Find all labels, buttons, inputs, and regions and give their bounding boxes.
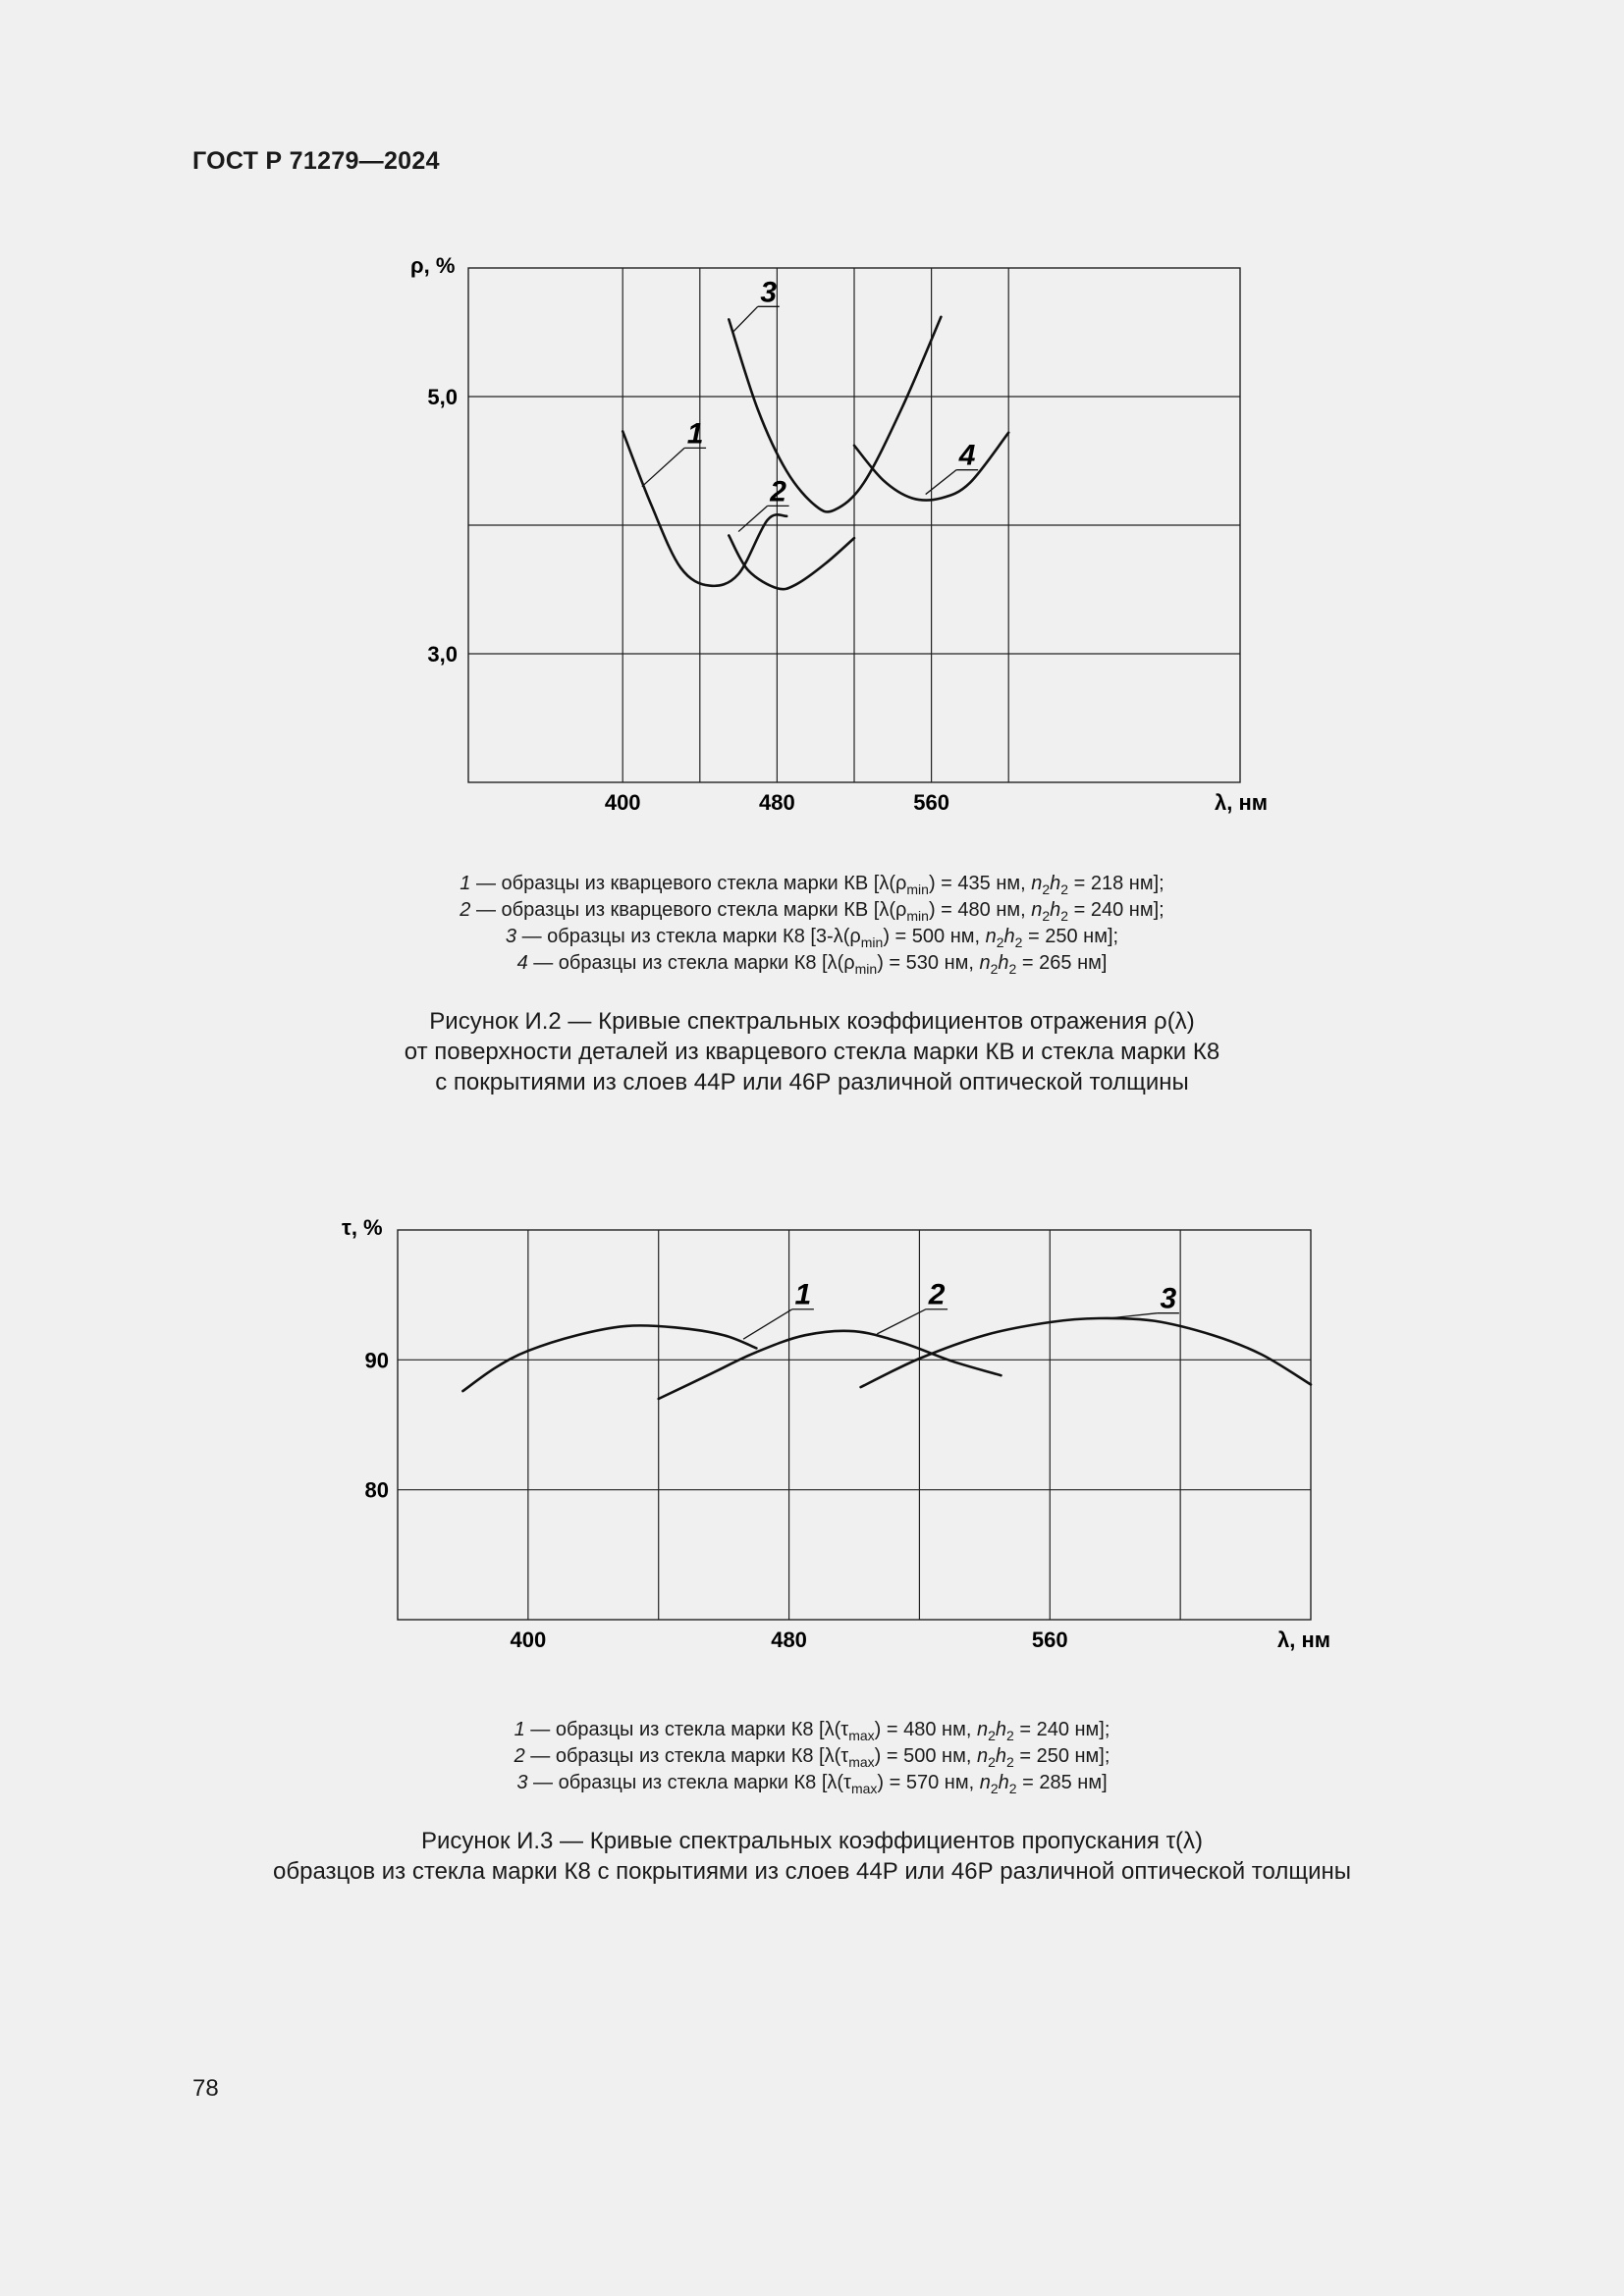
legend-number: 3 bbox=[505, 926, 517, 947]
legend-number: 1 bbox=[514, 1719, 525, 1740]
caption-line: с покрытиями из слоев 44Р или 46Р различной оптической толщины bbox=[435, 1069, 1189, 1095]
legend-number: 2 bbox=[514, 1745, 525, 1767]
x-axis-label: λ, нм bbox=[1215, 790, 1269, 815]
callout-label-1: 1 bbox=[794, 1278, 812, 1311]
x-axis-label: λ, нм bbox=[1277, 1628, 1331, 1652]
legend-line-2: 2 — образцы из кварцевого стекла марки КВ [$\lambda(\rho_{min}) = 480$ нм, $n_2h_2 = 240$ нм]; bbox=[460, 899, 1164, 924]
y-tick-label: 90 bbox=[364, 1348, 389, 1373]
curve-1 bbox=[623, 431, 786, 585]
callout-leader-3 bbox=[732, 306, 758, 332]
caption-line: Рисунок И.3 — Кривые спектральных коэффициентов пропускания τ(λ) bbox=[420, 1828, 1204, 1854]
document-header: ГОСТ Р 71279—2024 bbox=[192, 147, 440, 175]
callout-leader-3 bbox=[1109, 1313, 1158, 1318]
y-axis-label: τ, % bbox=[342, 1215, 383, 1240]
x-tick-label: 400 bbox=[510, 1628, 547, 1652]
transmission-figure-caption bbox=[0, 1826, 1624, 1887]
callout-label-3: 3 bbox=[1160, 1282, 1177, 1315]
legend-line-3: 3 — образцы из стекла марки К8 [$\lambda(\tau_{max}) = 570$ нм, $n_2h_2 = 285$ нм] bbox=[516, 1772, 1108, 1796]
y-tick-label: 80 bbox=[364, 1477, 389, 1503]
callout-leader-1 bbox=[743, 1309, 792, 1339]
page-number: 78 bbox=[192, 2075, 219, 2102]
legend-line-4: 4 — образцы из стекла марки К8 [$\lambda(\rho_{min}) = 530$ нм, $n_2h_2 = 265$ нм] bbox=[516, 952, 1108, 977]
callout-label-2: 2 bbox=[770, 475, 786, 508]
legend-number: 2 bbox=[460, 899, 471, 921]
legend-line-3: 3 — образцы из стекла марки К8 [$3-\lambda(\rho_{min}) = 500$ нм, $n_2h_2 = 250$ нм]; bbox=[505, 926, 1119, 950]
callout-leader-1 bbox=[642, 448, 684, 486]
legend-number: 1 bbox=[460, 873, 471, 894]
legend-line-1: 1 — образцы из стекла марки К8 [$\lambda(\tau_{max}) = 480$ нм, $n_2h_2 = 240$ нм]; bbox=[514, 1719, 1110, 1743]
caption-line: Рисунок И.2 — Кривые спектральных коэффициентов отражения ρ(λ) bbox=[429, 1008, 1195, 1035]
curve-2 bbox=[729, 536, 854, 590]
x-tick-label: 400 bbox=[604, 790, 641, 815]
x-tick-label: 480 bbox=[759, 790, 795, 815]
curve-2 bbox=[659, 1331, 1001, 1399]
curve-3 bbox=[729, 317, 941, 512]
x-tick-label: 480 bbox=[771, 1628, 807, 1652]
y-tick-label: 3,0 bbox=[427, 642, 458, 667]
legend-number: 3 bbox=[516, 1772, 528, 1793]
y-axis-label: ρ, % bbox=[410, 253, 456, 278]
y-tick-label: 5,0 bbox=[427, 385, 458, 409]
transmission-chart-legend bbox=[0, 1717, 1624, 1796]
legend-line-1: 1 — образцы из кварцевого стекла марки КВ [$\lambda(\rho_{min}) = 435$ нм, $n_2h_2 = 218$ нм]; bbox=[460, 873, 1164, 897]
reflection-chart-legend bbox=[0, 871, 1624, 977]
legend-line-2: 2 — образцы из стекла марки К8 [$\lambda(\tau_{max}) = 500$ нм, $n_2h_2 = 250$ нм]; bbox=[514, 1745, 1110, 1770]
legend-number: 4 bbox=[516, 952, 528, 974]
callout-label-3: 3 bbox=[760, 276, 778, 309]
x-tick-label: 560 bbox=[1031, 1628, 1068, 1652]
reflection-chart bbox=[0, 226, 1624, 933]
transmission-chart bbox=[0, 1188, 1624, 1698]
callout-label-4: 4 bbox=[958, 439, 976, 472]
callout-label-2: 2 bbox=[928, 1278, 946, 1311]
curve-1 bbox=[462, 1325, 756, 1391]
callout-leader-2 bbox=[877, 1309, 926, 1334]
callout-label-1: 1 bbox=[686, 417, 704, 451]
x-tick-label: 560 bbox=[913, 790, 949, 815]
callout-leader-4 bbox=[926, 470, 956, 495]
caption-line: образцов из стекла марки К8 с покрытиями из слоев 44Р или 46Р различной оптической толщины bbox=[273, 1858, 1351, 1885]
reflection-figure-caption bbox=[0, 1006, 1624, 1097]
caption-line: от поверхности деталей из кварцевого стекла марки КВ и стекла марки К8 bbox=[404, 1039, 1220, 1065]
